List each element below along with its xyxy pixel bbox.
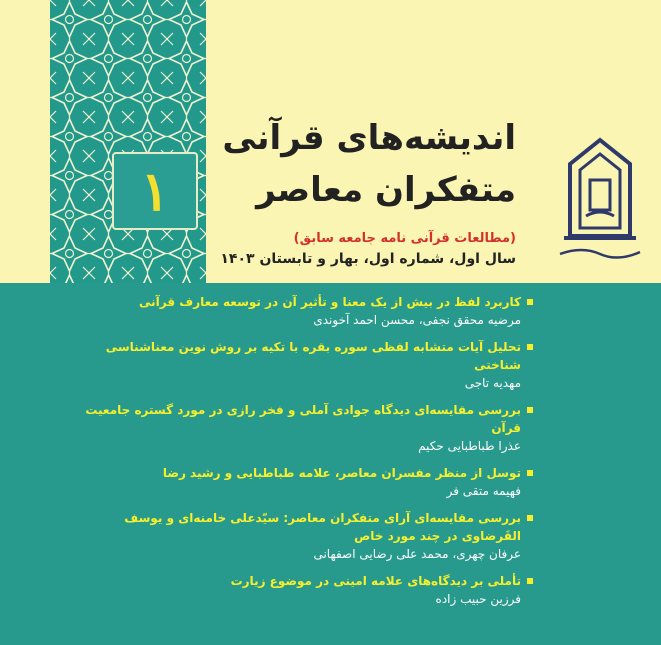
list-item <box>83 293 533 329</box>
article-authors: فرزین حبیب زاده <box>435 592 521 606</box>
issue-info: سال اول، شماره اول، بهار و تابستان ۱۴۰۳ <box>220 251 516 267</box>
article-title: بررسی مقایسه‌ای آرای متفکران معاصر: سیّدعلی خامنه‌ای و یوسف القَرضاوی در چند مورد خاص <box>83 509 533 545</box>
article-title: توسل از منظر مفسران معاصر، علامه طباطبایی و رشید رضا <box>83 464 533 482</box>
article-authors: عرفان چهری، محمد علی رضایی اصفهانی <box>313 547 521 561</box>
list-item <box>83 401 533 455</box>
journal-title-line2: متفکران معاصر <box>256 170 516 210</box>
article-authors: مهدیه تاجی <box>464 376 521 390</box>
issue-number-badge: ۱ <box>112 152 198 230</box>
islamic-pattern-decoration <box>50 0 206 283</box>
list-item <box>83 572 533 608</box>
article-list <box>83 293 533 617</box>
article-authors: فهیمه متقی فر <box>446 484 521 498</box>
article-title: تحلیل آیات متشابه لفظی سوره بقره با تکیه بر روش نوین معناشناسی شناختی <box>83 338 533 374</box>
former-title: (مطالعات قرآنی نامه جامعه سابق) <box>293 231 516 246</box>
article-title: کاربرد لفظ در بیش از یک معنا و تأثیر آن در توسعه معارف قرآنی <box>83 293 533 311</box>
journal-title-line1: اندیشه‌های قرآنی <box>222 118 516 158</box>
article-title: بررسی مقایسه‌ای دیدگاه جوادی آملی و فخر رازی در مورد گستره جامعیت قرآن <box>83 401 533 437</box>
article-authors: مرضیه محقق نجفی، محسن احمد آخوندی <box>313 313 521 327</box>
article-title: تأملی بر دیدگاه‌های علامه امینی در موضوع زیارت <box>83 572 533 590</box>
article-authors: عذرا طباطبایی حکیم <box>418 439 521 453</box>
list-item <box>83 464 533 500</box>
list-item <box>83 338 533 392</box>
list-item <box>83 509 533 563</box>
al-zahra-university-emblem-icon <box>552 128 648 268</box>
